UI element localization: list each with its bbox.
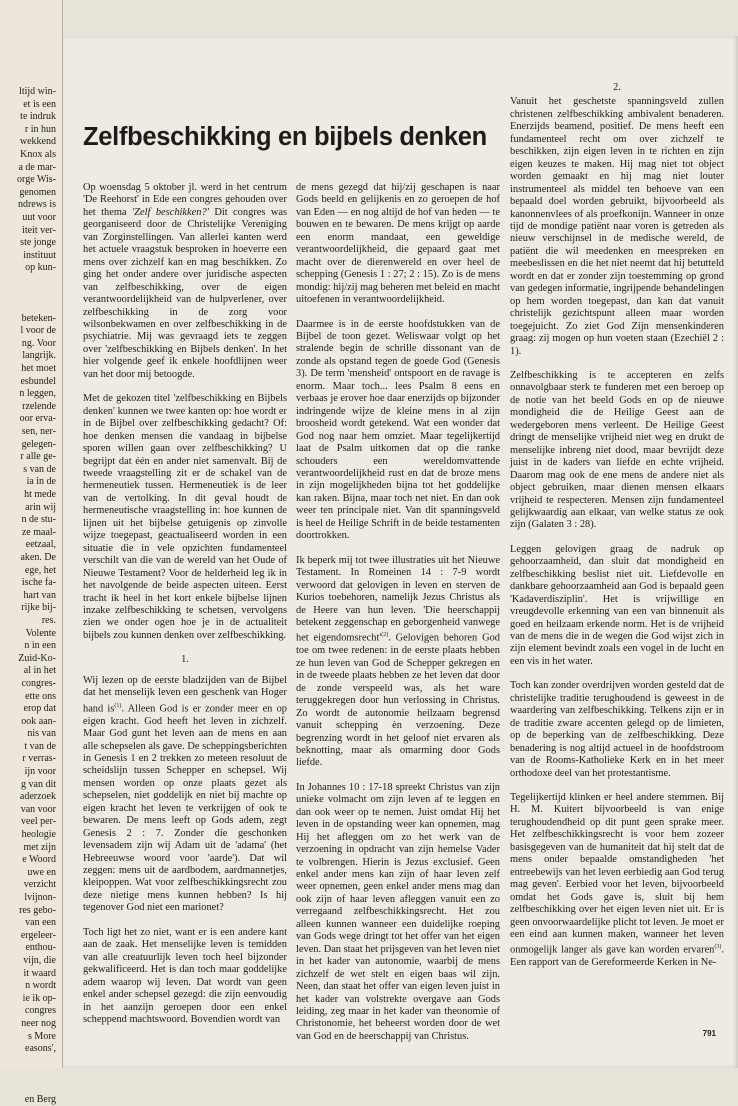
- left-page-fragment: [0, 300, 56, 313]
- left-page-fragment: langrijk.: [0, 350, 56, 363]
- left-page-fragment: al in het: [0, 665, 56, 678]
- left-page-fragment: ze maal-: [0, 527, 56, 540]
- left-page-fragment: sen, ner-: [0, 426, 56, 439]
- left-page-fragment: a de mar-: [0, 162, 56, 175]
- column-3: [510, 72, 724, 982]
- congress-theme: 'Zelf beschikken?': [132, 207, 209, 218]
- left-page-fragment: ege, het: [0, 565, 56, 578]
- paragraph: Toch kan zonder overdrijven worden gesteld dat de christelijke traditie terughoudend is geweest in de waardering van zelfbeschikking. Telkens zijn er in de traditie zware accenten gelegd op de limieten, op de beperking van de zelfbeschikking. Deze benadering is nog altijd actueel in de hoofdstroom van de Rooms-Katholieke Kerk en in het meer orthodoxe deel van het protestantisme.: [510, 680, 724, 780]
- left-page-fragment: ng. Voor: [0, 338, 56, 351]
- left-page-fragment: Knox als: [0, 149, 56, 162]
- paragraph: Met de gekozen titel 'zelfbeschikking en Bijbels denken' kunnen we twee kanten op: hoe wordt er in de Bijbel over zelfbeschikking gedacht? Of: hoe denken mensen die vandaag in bijbelse sporen willen gaan over zelfbeschikking? U begrijpt dat één en ander niet samenvalt. Bij de tweede vraagstelling zit er de schakel van de hermeneutiek tussen. Hermeneutiek is de leer van de vertolking. In dit geval houdt de hermeneutische vraagstelling in: hoe kunnen de lijnen uit het bijbelse getuigenis op zinvolle wijze toegepast, geactualiseerd worden in een situatie die in vele opzichten fundamenteel verschilt van die van de wereld van het Oude of Nieuwe Testament? Voor de helderheid leg ik in het navolgende de beide aspecten uiteen. Eerst tracht ik heel in het kort enkele bijbelse lijnen inzake zelfbeschikking te schetsen, vervolgens zien we onder ogen hoe je in de actualiteit bijbels zou kunnen denken over zelfbeschikking.: [83, 393, 287, 642]
- left-page-fragment: ltijd win-: [0, 86, 56, 99]
- left-page-fragment: aken. De: [0, 552, 56, 565]
- left-page-fragment: s More: [0, 1031, 56, 1044]
- left-page-fragment: n de stu-: [0, 514, 56, 527]
- column-2: [296, 182, 500, 1055]
- left-page-fragment: rijke bij-: [0, 602, 56, 615]
- left-page-fragment: res gebo-: [0, 905, 56, 918]
- left-page-fragment: met zijn: [0, 842, 56, 855]
- left-page-fragment: r alle ge-: [0, 451, 56, 464]
- paragraph: In Johannes 10 : 17-18 spreekt Christus van zijn unieke volmacht om zijn leven af te leggen en dan ook weer op te nemen. Juist omdat Hij het leven in de opstanding weer kan opnemen, mag Hij het afleggen om zo het werk van de verzoening in opdracht van zijn hemelse Vader te volbrengen. Hierin is Jezus exclusief. Geen enkel ander mens kan zijn of haar leven zelf weer opnemen, geen enkel ander mens mag dan ook zijn of haar leven afleggen vanuit een zo verregaand zelfbeschikkingsrecht. Het zou alleen kunnen wanneer een duidelijke roeping van Gods wege dringt tot het offer van het eigen leven. Dan staat het prijsgeven van het leven niet in het kader van autonomie, waarbij de mens zichzelf de wet stelt en eigen baas wil zijn. Neen, dan staat het offer van eigen leven juist in het kader van volstrekte overgave aan Gods leiding, zeg maar in het kader van theonomie of Christonomie, het beheerst worden door de wet van God en de heerschappij van Christus.: [296, 782, 500, 1044]
- left-page-fragment: vijn, die: [0, 955, 56, 968]
- left-page-fragment: ia in de: [0, 476, 56, 489]
- left-page-fragment: eetzaal,: [0, 539, 56, 552]
- footnote-ref: (3): [714, 944, 721, 950]
- left-page-fragment: verzicht: [0, 879, 56, 892]
- left-page-fragment: et is een: [0, 99, 56, 112]
- left-page-fragment: wekkend: [0, 136, 56, 149]
- column-1: [83, 182, 287, 1038]
- left-page-fragment: ste jonge: [0, 237, 56, 250]
- paragraph: [83, 675, 287, 915]
- paragraph: Toch ligt het zo niet, want er is een andere kant aan de zaak. Het menselijke leven is temidden van alle creatuurlijk leven toch heel bijzonder gekwalificeerd. Het is dan toch maar goddelijke adem waarop wij leven. Dat wordt van geen enkel ander schepsel gezegd: die zijn eenvoudig in het aanzijn geroepen door een enkel scheppend machtswoord. Bovendien wordt van: [83, 927, 287, 1027]
- article-title: Zelfbeschikking en bijbels denken: [83, 122, 503, 152]
- section-number-1: 1.: [83, 654, 287, 666]
- left-page-fragment: r verras-: [0, 753, 56, 766]
- left-page-fragment: op kun-: [0, 262, 56, 275]
- left-page-fragment-column: [0, 86, 56, 1106]
- paragraph: de mens gezegd dat hij/zij geschapen is naar Gods beeld en gelijkenis en zo geroepen de hof van Eden — en nog altijd de hof van heden — te bouwen en te bewaren. De mens krijgt op aarde een enorm mandaat, een geweldige verantwoordelijkheid, die gepaard gaat met macht over de dierenwereld en over heel de schepping (Genesis 1 : 27; 2 : 15). Zo is de mens mondig: hij/zij mag beheren met beleid en macht uitoefenen in verantwoordelijkheid.: [296, 182, 500, 307]
- left-page-fragment: [0, 1056, 56, 1069]
- left-page-fragment: ook aan-: [0, 716, 56, 729]
- left-page-fragment: uwe en: [0, 867, 56, 880]
- paragraph: [510, 792, 724, 970]
- left-page-fragment: n leggen,: [0, 388, 56, 401]
- left-page-fragment: esbundel: [0, 376, 56, 389]
- left-page-fragment: [0, 288, 56, 301]
- paragraph-intro: [83, 182, 287, 381]
- left-page-fragment: en Berg: [0, 1094, 56, 1106]
- left-page-fold: [0, 0, 63, 1068]
- left-page-fragment: congres: [0, 1005, 56, 1018]
- left-page-fragment: ette ons: [0, 691, 56, 704]
- left-page-fragment: rzelende: [0, 401, 56, 414]
- left-page-fragment: heologie: [0, 829, 56, 842]
- left-page-fragment: ht mede: [0, 489, 56, 502]
- left-page-fragment: iteit ver-: [0, 225, 56, 238]
- left-page-fragment: t van de: [0, 741, 56, 754]
- left-page-fragment: ijn voor: [0, 766, 56, 779]
- left-page-fragment: genomen: [0, 187, 56, 200]
- left-page-fragment: van voor: [0, 804, 56, 817]
- paragraph: Leggen gelovigen graag de nadruk op gehoorzaamheid, dan sluit dat mondigheid en zelfbeschikking beslist niet uit. Liefdevolle en dankbare gehoorzaamheid aan God is bepaald geen 'Kadaverdisziplin'. Het is vrijwillige en vreugdevolle erkenning van een van binnenuit als goed en heilzaam erkende norm. Het is de vrijheid van de mens die in de wegen die God wijst zich in zijn element bevindt zoals een vogel in de lucht en een vis in het water.: [510, 544, 724, 669]
- left-page-fragment: l voor de: [0, 325, 56, 338]
- left-page-fragment: ie ik op-: [0, 993, 56, 1006]
- page-number: 791: [703, 1029, 716, 1038]
- paragraph: Zelfbeschikking is te accepteren en zelfs onnavolgbaar sterk te funderen met een beroep op de notie van het beeld Gods en op de nieuwe mondigheid die de Heilige Geest aan de wedergeboren mens verleent. De Heilige Geest dringt de menselijke vrijheid niet weg en drukt de menselijke inbreng niet dood, maar bevrijdt deze juist in de kaders van liefde en echte vrijheid. Daarom mag ook de ene mens de andere niet als object gebruiken, maar dienen mensen elkaars vrijheid te respecteren. Mensen zijn fundamenteel gelijkwaardig aan elkaar, van welke status ze ook zijn (Galaten 3 : 28).: [510, 370, 724, 532]
- left-page-fragment: it waard: [0, 968, 56, 981]
- left-page-fragment: aderzoek: [0, 791, 56, 804]
- left-page-fragment: hart van: [0, 590, 56, 603]
- left-page-fragment: s van de: [0, 464, 56, 477]
- left-page-fragment: uut voor: [0, 212, 56, 225]
- left-page-fragment: beteken-: [0, 313, 56, 326]
- left-page-fragment: congres-: [0, 678, 56, 691]
- paragraph-text: . Gelovigen behoren God toe om twee redenen: in de eerste plaats hebben ze hun leven van God de Schepper gekregen en in de tweede plaats hebben ze het leven dat door de zonde verspeeld was, als het ware teruggekregen door hun verlossing in Christus. Zo wordt de autonomie heilzaam begrensd vanuit schepping èn verzoening. Deze begrenzing wordt in het geloof niet ervaren als beknotting, maar als omarming door Gods liefde.: [296, 633, 500, 769]
- left-page-fragment: het moet: [0, 363, 56, 376]
- left-page-fragment: [0, 1081, 56, 1094]
- footnote-ref: (2): [381, 632, 388, 638]
- left-page-fragment: veel per-: [0, 816, 56, 829]
- section-number-2: 2.: [510, 82, 724, 94]
- intro-text-rest: Dit congres was georganiseerd door de Christelijke Vereniging van Zorginstellingen. Van allerlei kanten werd het actuele vraagstuk besproken in hoeverre een mens over zichzelf kan en mag beschikken. Zo ging het onder andere over juridische aspecten van zelfbeschikking, over de eigen verantwoordelijkheid van de hulpverlener, over zelfbeschikking in de zorg voor wilsonbekwamen en over zelfbeschikking in de psychiatrie. Mij was gevraagd iets te zeggen over 'zelfbeschikking en Bijbels denken'. In het hier volgende geef ik enkele hoofdlijnen weer van het door mij betoogde.: [83, 207, 287, 380]
- left-page-fragment: Zuid-Ko-: [0, 653, 56, 666]
- left-page-fragment: ische fa-: [0, 577, 56, 590]
- left-page-fragment: easons',: [0, 1043, 56, 1056]
- left-page-fragment: gelegen-: [0, 439, 56, 452]
- paragraph-text: . Een rapport van de Gereformeerde Kerken in Ne-: [510, 945, 724, 968]
- article-page: [63, 36, 738, 1068]
- left-page-fragment: ndrews is: [0, 199, 56, 212]
- paragraph: Vanuit het geschetste spanningsveld zullen christenen zelfbeschikking ambivalent benaderen. Enerzijds beamend, positief. De mens heeft een fundamenteel recht om over zichzelf te beschikken, zijn eigen leven in te richten en zijn eigen keuzes te maken. Hij mag niet tot object worden gemaakt en hij mag niet louter instrumenteel als middel ten behoeve van een bepaald doel worden gebruikt, bijvoorbeeld als kanonnenvlees of als proefkonijn. Wanneer in onze tijd de mondige patiënt naar voren is getreden als nieuw verschijnsel in de medische wereld, de patiënt die wil meedenken en meespreken en meebeslissen en die het niet neemt dat hij betutteld wordt en dat er zonder zijn toestemming op grond van gedegen informatie, ingrijpende behandelingen op hem worden toegepast, dan kan dat vanuit christelijk gezichtspunt alleen maar worden toegejuicht. Zo ziet God Zijn mensenkinderen graag: zij mogen op hun voeten staan (Ezechiël 2 : 1).: [510, 96, 724, 358]
- left-page-fragment: Volente: [0, 628, 56, 641]
- left-page-fragment: erop dat: [0, 703, 56, 716]
- footnote-ref: (1): [114, 703, 121, 709]
- left-page-fragment: orge Wis-: [0, 174, 56, 187]
- left-page-fragment: [0, 275, 56, 288]
- left-page-fragment: enthou-: [0, 942, 56, 955]
- paragraph: [296, 555, 500, 770]
- left-page-fragment: arin wij: [0, 502, 56, 515]
- paragraph-text: Tegelijkertijd klinken er heel andere stemmen. Bij H. M. Kuitert bijvoorbeeld is van enige terughoudendheid op dit punt geen sprake meer. Het zelfbeschikkingsrecht is voor hem zozeer basisgegeven van de humaniteit dat hij stelt dat de mens onder bepaalde omstandigheden 'het entreebewijs van het leven eerbiedig aan God terug mag geven'. Eerbied voor het leven, bijvoorbeeld omdat het Gods gave is, sluit bij hem zelfbeschikking over het eigen leven niet uit. Er is geen onvoorwaardelijke plicht tot leven. Je moet er een eind aan kunnen maken, wanneer het leven onmogelijk langer als gave kan worden ervaren: [510, 792, 724, 956]
- paragraph-text: . Alleen God is er zonder meer en op eigen kracht. God heeft het leven in zichzelf. Maar God gunt het leven aan de mens en aan alle schepselen als gave. De scheppingsberichten in Genesis 1 en 2 trekken zo meteen resoluut de scheidslijn tussen Schepper en schepsel. Wij mensen worden op onze plaats gezet als schepselen, niet goddelijk en niet bij machte op eigen kracht het leven te verkrijgen of ook te bewaren. De mens leeft op Gods adem, zegt Genesis 2 : 7. Zonder die geschonken levensadem zijn wij Adam uit de 'adama' (het Hebreeuwse woord voor 'aarde'). Dat wil zeggen: mens uit de aardbodem, aardmannetjes, kleipoppen. Wat voor zelfbeschikkingsrecht zou deze nietige mens kunnen hebben? Is hij tegenover God niet een marionet?: [83, 703, 287, 913]
- left-page-fragment: r in hun: [0, 124, 56, 137]
- intro-text: Op woensdag 5 oktober jl. werd in het centrum 'De Reehorst' in Ede een congres gehouden over het thema: [83, 182, 287, 218]
- left-page-fragment: res.: [0, 615, 56, 628]
- left-page-fragment: te indruk: [0, 111, 56, 124]
- left-page-fragment: [0, 1068, 56, 1081]
- paragraph-text: Ik beperk mij tot twee illustraties uit het Nieuwe Testament. In Romeinen 14 : 7-9 wordt verwoord dat gelovigen in leven en sterven de Kurios toebehoren, namelijk Jezus Christus als de Heere van hun leven. 'Die heerschappij betekent zeggenschap en geborgenheid vanwege het eigendomsrecht': [296, 555, 500, 644]
- left-page-fragment: neer nog: [0, 1018, 56, 1031]
- left-page-fragment: nis van: [0, 728, 56, 741]
- paragraph: Daarmee is in de eerste hoofdstukken van de Bijbel de toon gezet. Weliswaar volgt op het stralende begin de schrille dissonant van de zonde als opstand tegen de goede God (Genesis 3). De term 'mensheid' ontspoort en de ravage is enorm. Maar toch... lees Psalm 8 eens en verbaas je erover hoe daar enerzijds op bijzonder indringende wijze de kleine mens in al zijn broosheid wordt getekend. Wat een wonder dat God nog naar hem omziet. Maar tegelijkertijd laat de Psalm uitkomen dat op die ranke schouders een wereldomvattende verantwoordelijkheid rust en dat de broze mens in zijn mogelijkheden bijna tot het goddelijke kan raken. Bijna, maar toch net niet. En dan ook weer ten principale niet. Van dit spanningsveld is heel de Heilige Schrift in de beide testamenten doortrokken.: [296, 319, 500, 543]
- left-page-fragment: van een: [0, 917, 56, 930]
- left-page-fragment: lvijnon-: [0, 892, 56, 905]
- paragraph-text: Wij lezen op de eerste bladzijden van de Bijbel dat het menselijk leven een geschenk van Hoger hand is: [83, 675, 287, 714]
- left-page-fragment: instituut: [0, 250, 56, 263]
- left-page-fragment: n wordt: [0, 980, 56, 993]
- left-page-fragment: ergeleer-: [0, 930, 56, 943]
- left-page-fragment: g van dit: [0, 779, 56, 792]
- left-page-fragment: oor erva-: [0, 413, 56, 426]
- left-page-fragment: n in een: [0, 640, 56, 653]
- left-page-fragment: e Woord: [0, 854, 56, 867]
